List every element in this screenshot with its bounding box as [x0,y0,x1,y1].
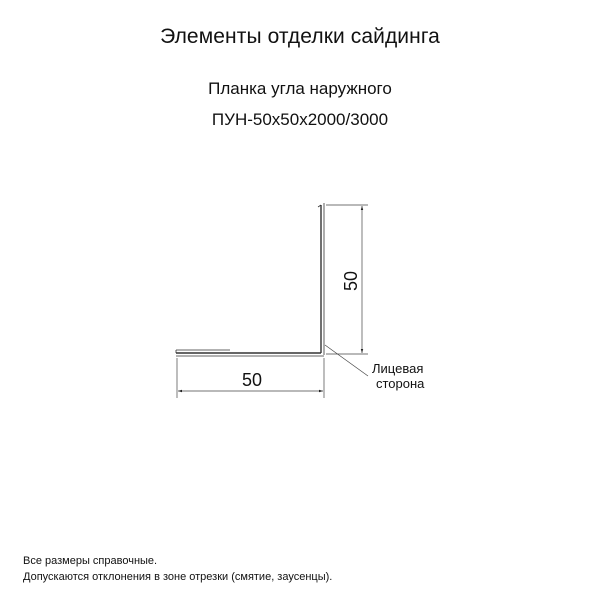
page-title: Элементы отделки сайдинга [160,25,440,48]
horizontal-dimension-value: 50 [241,370,263,390]
footnote-2: Допускаются отклонения в зоне отрезки (смятие, заусенцы). [23,571,333,583]
product-code: ПУН-50х50х2000/3000 [211,110,389,129]
product-name: Планка угла наружного [208,79,392,98]
footnote-1: Все размеры справочные. [23,555,158,567]
vertical-dimension-value: 50 [341,270,361,292]
face-side-label-line1: Лицевая [372,361,424,376]
footnotes [23,553,332,585]
corner-profile [176,203,324,356]
face-side-label-line2: сторона [376,376,425,391]
face-side-leader [325,345,368,376]
